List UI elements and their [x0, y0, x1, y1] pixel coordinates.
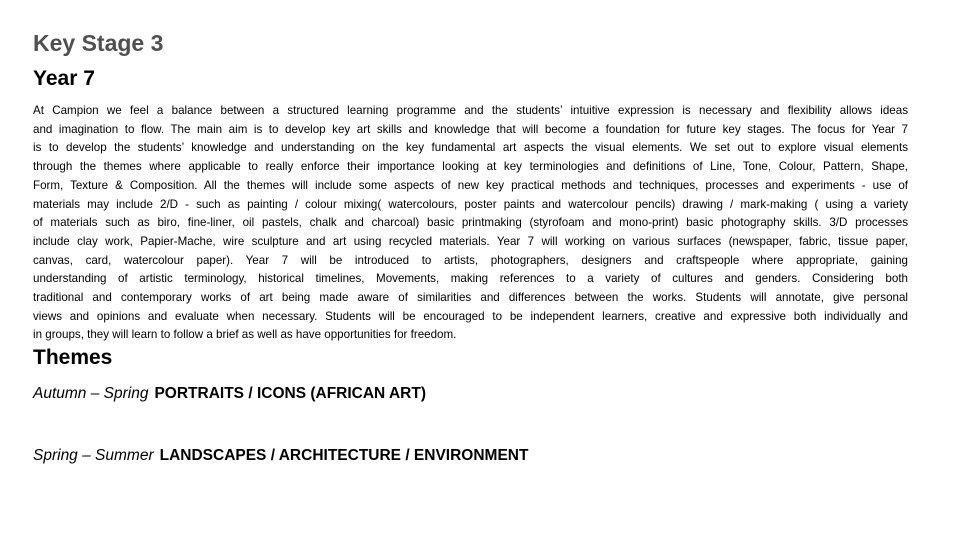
key-stage-heading: Key Stage 3	[33, 30, 164, 56]
theme-title: PORTRAITS / ICONS (AFRICAN ART)	[154, 385, 426, 402]
theme-item	[33, 385, 426, 403]
paragraph-line: canvas, card, watercolour paper). Year 7 will be introduced to artists, photographers, designers and craftspeople where appropriate, gaining	[33, 253, 908, 267]
paragraph-line: through the themes where applicable to really enforce their importance looking at key terminologies and definitions of Line, Tone, Colour, Pattern, Shape,	[33, 160, 908, 174]
theme-item	[33, 447, 528, 465]
description-paragraph	[33, 102, 908, 345]
paragraph-line: and imagination to flow. The main aim is to develop key art skills and knowledge that will become a foundation for future key stages. The focus for Year 7	[33, 122, 908, 136]
paragraph-line: materials may include 2/D - such as painting / colour mixing( watercolours, poster paints and watercolour pencils) drawing / mark-making ( using a variety	[33, 197, 908, 211]
year-heading: Year 7	[33, 67, 95, 90]
paragraph-line: views and opinions and evaluate when necessary. Students will be encouraged to be independent learners, creative and expressive both individually and	[33, 309, 908, 323]
paragraph-line: of materials such as biro, fine-liner, oil pastels, chalk and charcoal) basic printmaking (styrofoam and mono-print) basic photography skills. 3/D processes	[33, 216, 908, 230]
paragraph-line: in groups, they will learn to follow a brief as well as have opportunities for freedom.	[33, 328, 457, 342]
paragraph-line: Form, Texture & Composition. All the themes will include some aspects of new key practical methods and techniques, processes and experiments - use of	[33, 178, 908, 192]
themes-heading: Themes	[33, 346, 113, 369]
paragraph-line: At Campion we feel a balance between a structured learning programme and the students’ intuitive expression is necessary and flexibility allows ideas	[33, 104, 908, 117]
paragraph-line: traditional and contemporary works of art being made aware of similarities and differences between the works. Students will annotate, give personal	[33, 291, 908, 305]
theme-period: Spring – Summer	[33, 447, 154, 464]
theme-title: LANDSCAPES / ARCHITECTURE / ENVIRONMENT	[159, 447, 529, 464]
theme-period: Autumn – Spring	[33, 385, 149, 402]
paragraph-line: is to develop the students’ knowledge and understanding on the key fundamental art aspects the visual elements. We set out to explore visual elements	[33, 141, 908, 155]
paragraph-line: include clay work, Papier-Mache, wire sculpture and art using recycled materials. Year 7 will working on various surfaces (newspaper, fabric, tissue paper,	[33, 234, 908, 248]
paragraph-line: understanding of artistic terminology, historical timelines, Movements, making references to a variety of cultures and genders. Considering both	[33, 272, 908, 286]
